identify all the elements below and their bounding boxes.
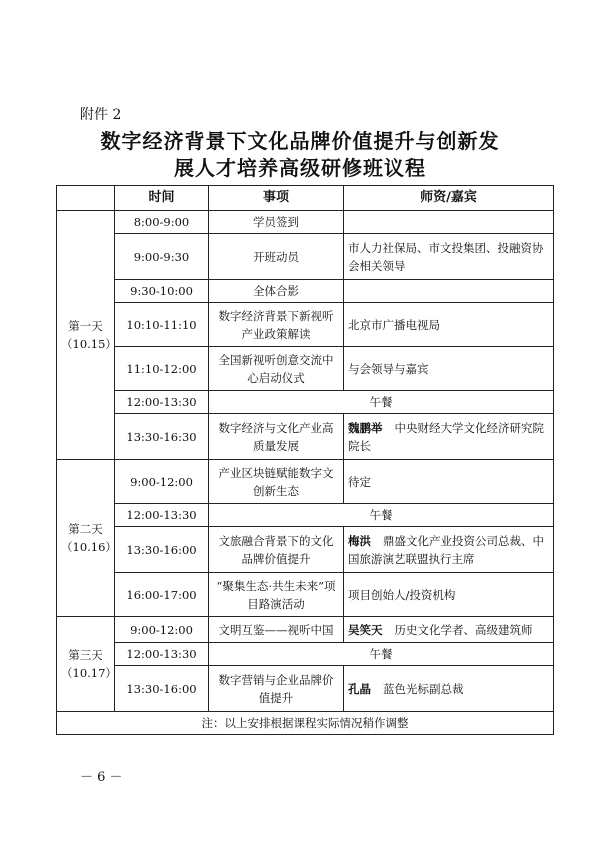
table-row [57,280,554,303]
guest-cell [344,211,554,234]
page-title-line-1: 数字经济背景下文化品牌价值提升与创新发 [100,129,500,153]
item-cell: 全体合影 [209,280,344,303]
time-cell: 8:00-9:00 [115,211,209,234]
page-number: － 6 － [80,770,123,785]
annex-label: 附件 2 [80,107,122,123]
day-cell [57,460,115,617]
day-cell [57,617,115,712]
header-day [57,186,115,211]
table-row [57,666,554,712]
meal-cell: 午餐 [209,643,554,666]
guest-cell [344,414,554,460]
table-note-row [57,712,554,735]
guest-name: 吴笑天 [348,622,383,637]
time-cell: 13:30-16:00 [115,666,209,712]
day-date: （10.16） [61,540,117,554]
guest-cell: 待定 [344,460,554,504]
time-cell: 12:00-13:30 [115,391,209,414]
time-cell: 12:00-13:30 [115,643,209,666]
agenda-table [56,185,554,735]
meal-cell: 午餐 [209,504,554,527]
guest-cell [344,617,554,643]
table-row [57,234,554,280]
item-cell: 数字营销与企业品牌价值提升 [209,666,344,712]
day-label: 第三天 [68,648,103,662]
item-cell: 数字经济背景下新视听产业政策解读 [209,303,344,347]
table-row [57,504,554,527]
guest-cell [344,280,554,303]
guest-title: 鼎盛文化产业投资公司总裁、中国旅游演艺联盟执行主席 [348,533,544,566]
day-label: 第一天 [68,319,103,333]
guest-name: 梅洪 [348,533,371,548]
time-cell: 11:10-12:00 [115,347,209,391]
item-cell: 文旅融合背景下的文化品牌价值提升 [209,527,344,573]
time-cell: 13:30-16:00 [115,527,209,573]
table-row [57,347,554,391]
header-time: 时间 [115,186,209,211]
time-cell: 9:00-9:30 [115,234,209,280]
guest-name: 魏鹏举 [348,420,383,435]
guest-cell: 北京市广播电视局 [344,303,554,347]
item-cell: 文明互鉴——视听中国 [209,617,344,643]
guest-cell [344,666,554,712]
guest-title: 中央财经大学文化经济研究院院长 [348,420,544,453]
guest-cell [344,527,554,573]
header-guest: 师资/嘉宾 [344,186,554,211]
table-row [57,414,554,460]
day-date: （10.15） [61,337,117,351]
time-cell: 9:00-12:00 [115,617,209,643]
table-row [57,527,554,573]
guest-title: 历史文化学者、高级建筑师 [394,622,533,637]
day-cell [57,211,115,460]
guest-name: 孔晶 [348,681,371,696]
item-cell: “聚集生态·共生未来”项目路演活动 [209,573,344,617]
table-row [57,460,554,504]
guest-title: 蓝色光标副总裁 [383,681,464,696]
time-cell: 12:00-13:30 [115,504,209,527]
item-cell: 数字经济与文化产业高质量发展 [209,414,344,460]
time-cell: 9:00-12:00 [115,460,209,504]
table-row [57,211,554,234]
meal-cell: 午餐 [209,391,554,414]
day-label: 第二天 [68,522,103,536]
time-cell: 16:00-17:00 [115,573,209,617]
guest-cell: 与会领导与嘉宾 [344,347,554,391]
time-cell: 13:30-16:30 [115,414,209,460]
time-cell: 9:30-10:00 [115,280,209,303]
item-cell: 产业区块链赋能数字文创新生态 [209,460,344,504]
table-header-row [57,186,554,211]
table-row [57,391,554,414]
guest-cell: 市人力社保局、市文投集团、投融资协会相关领导 [344,234,554,280]
table-row [57,643,554,666]
page-title-line-2: 展人才培养高级研修班议程 [174,156,426,180]
table-row [57,573,554,617]
day-date: （10.17） [61,666,117,680]
item-cell: 全国新视听创意交流中心启动仪式 [209,347,344,391]
note-cell: 注：以上安排根据课程实际情况稍作调整 [57,712,554,735]
table-row [57,303,554,347]
time-cell: 10:10-11:10 [115,303,209,347]
item-cell: 学员签到 [209,211,344,234]
item-cell: 开班动员 [209,234,344,280]
guest-cell: 项目创始人/投资机构 [344,573,554,617]
header-item: 事项 [209,186,344,211]
table-row [57,617,554,643]
